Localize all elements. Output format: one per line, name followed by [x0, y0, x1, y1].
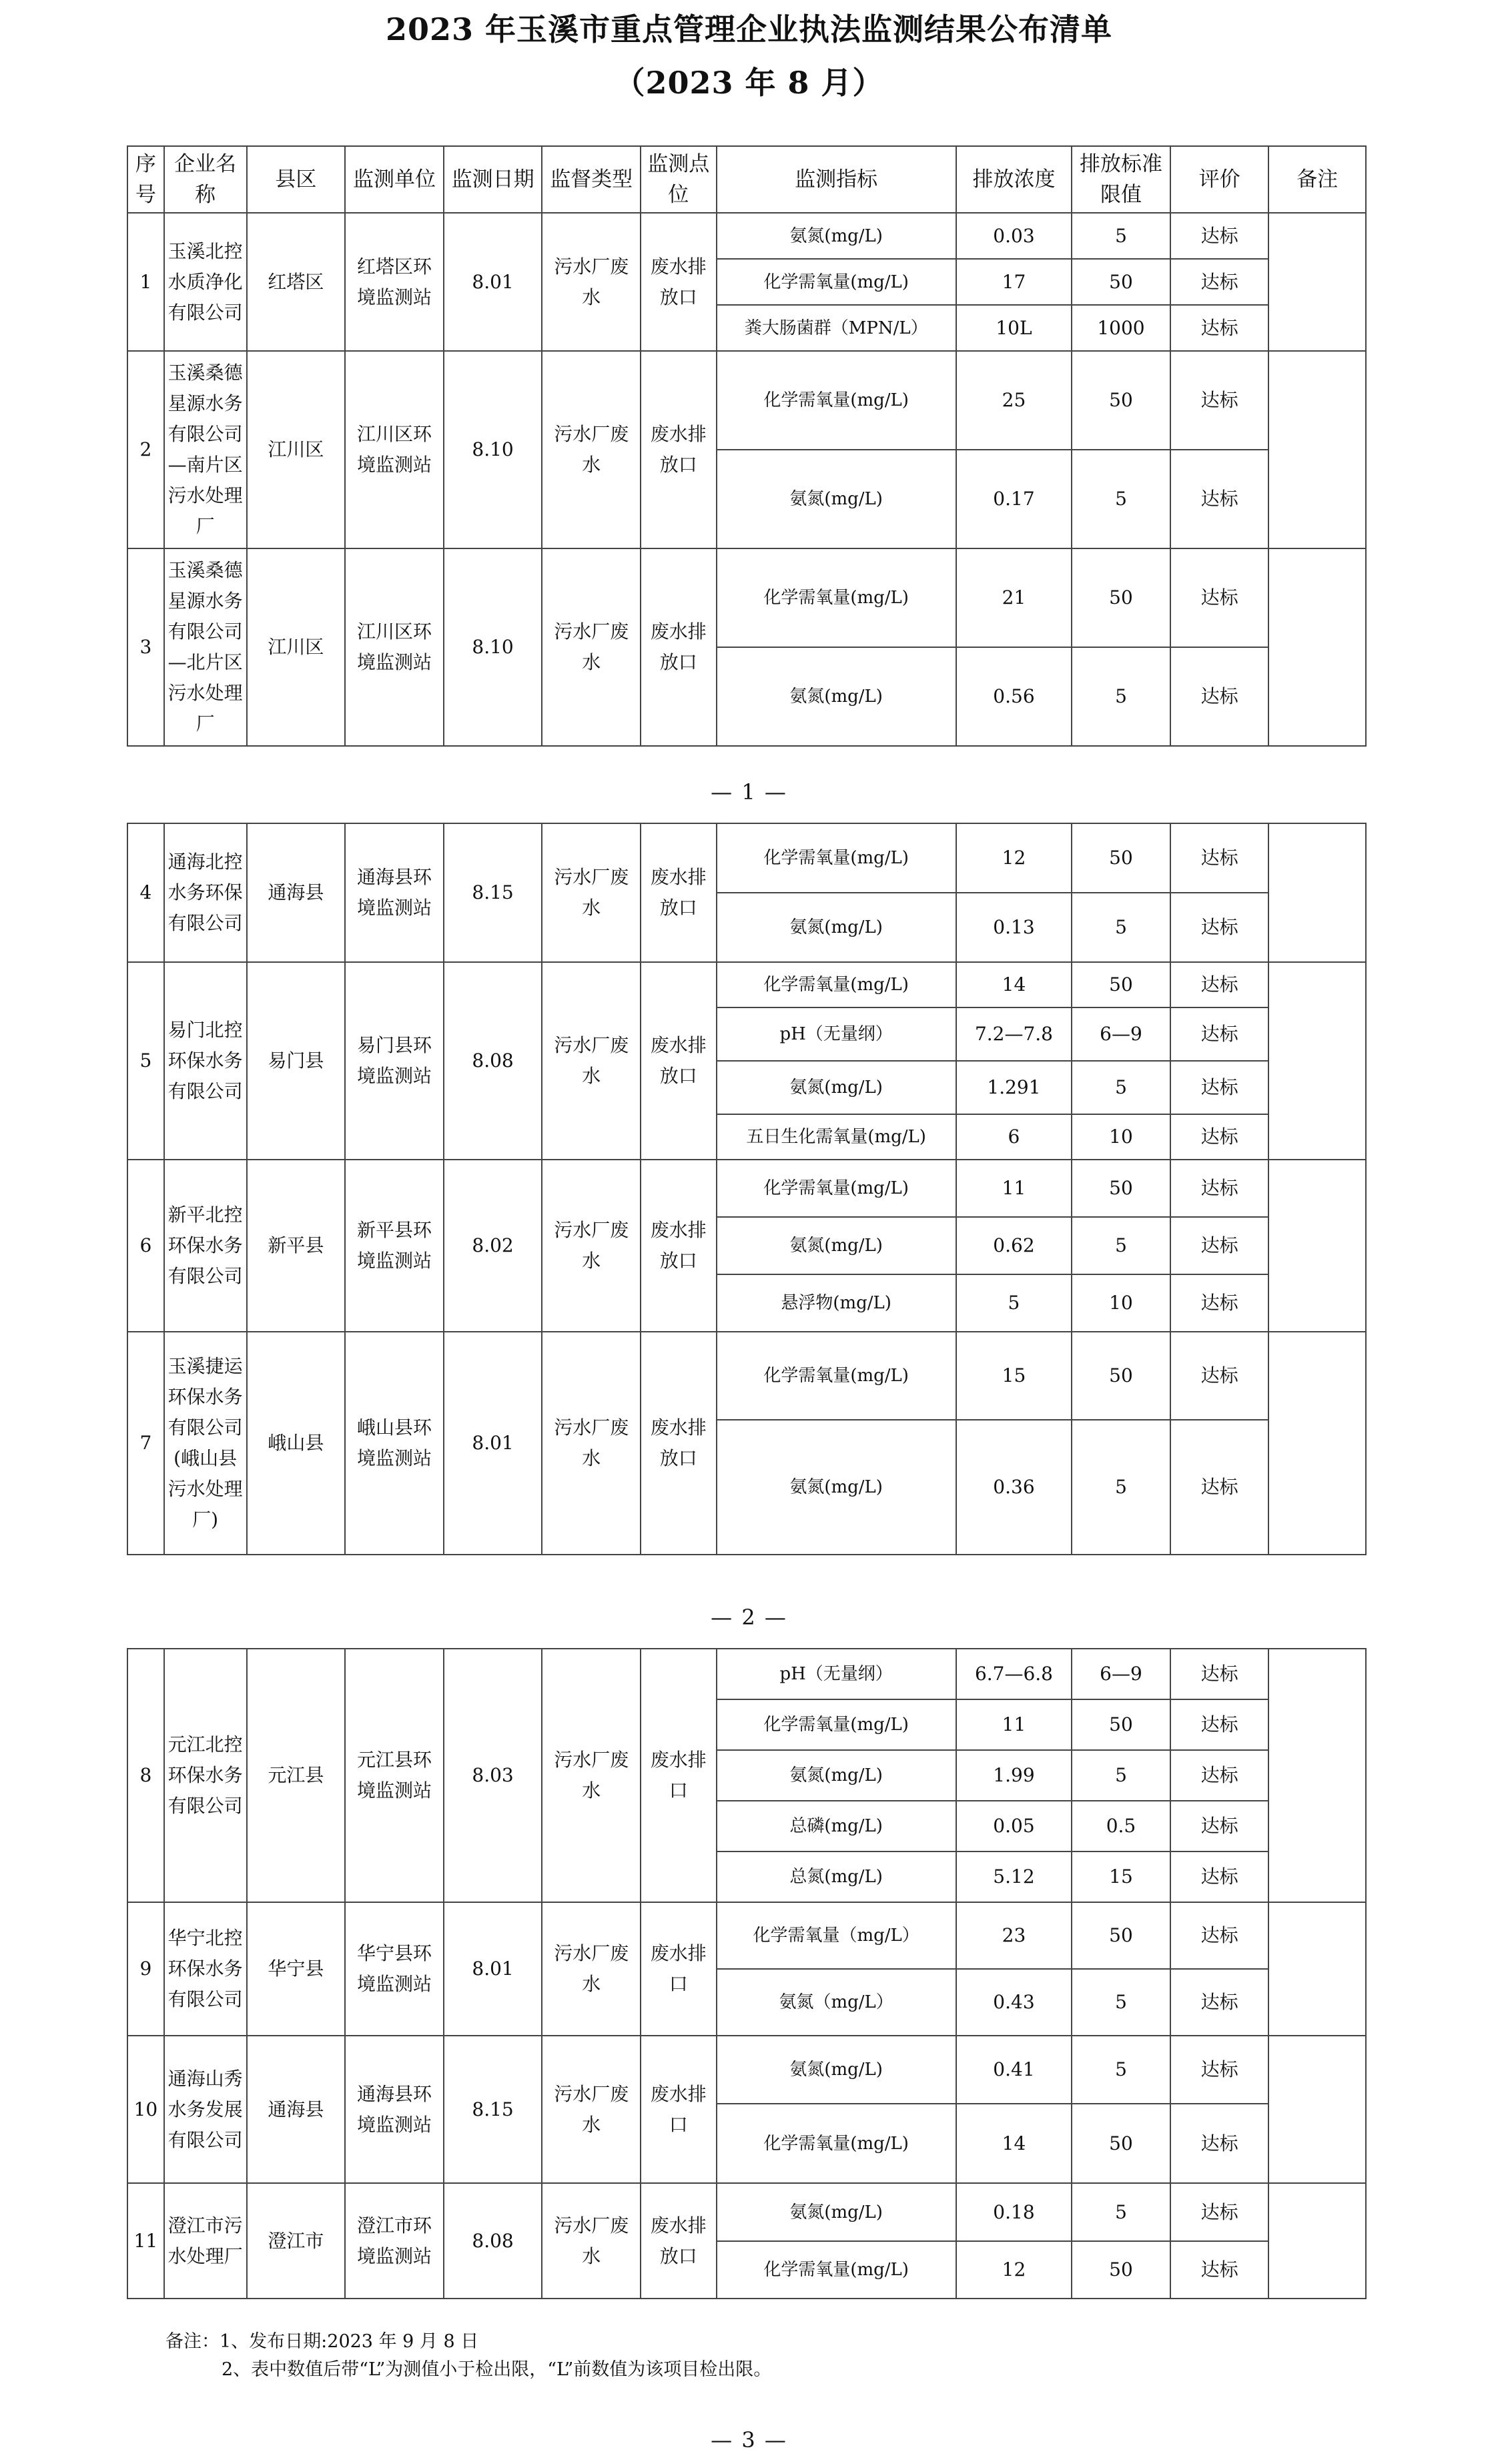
header-indicator: 监测指标 — [717, 146, 956, 213]
evaluation-cell: 达标 — [1170, 893, 1269, 962]
concentration-cell: 15 — [956, 1332, 1072, 1420]
table-row — [127, 2183, 1366, 2241]
limit-cell: 5 — [1072, 893, 1170, 962]
limit-cell: 50 — [1072, 548, 1170, 647]
evaluation-cell: 达标 — [1170, 1274, 1269, 1332]
evaluation-cell: 达标 — [1170, 823, 1269, 893]
date-cell: 8.02 — [444, 1160, 542, 1332]
unit-cell: 新平县环境监测站 — [345, 1160, 444, 1332]
indicator-cell: 化学需氧量（mg/L） — [717, 1902, 956, 1969]
limit-cell: 50 — [1072, 2104, 1170, 2183]
company-cell: 易门北控环保水务有限公司 — [164, 962, 247, 1160]
indicator-cell: 氨氮（mg/L） — [717, 1969, 956, 2036]
concentration-cell: 1.291 — [956, 1061, 1072, 1114]
evaluation-cell: 达标 — [1170, 548, 1269, 647]
concentration-cell: 25 — [956, 351, 1072, 450]
indicator-cell: 化学需氧量(mg/L) — [717, 1160, 956, 1217]
header-unit: 监测单位 — [345, 146, 444, 213]
limit-cell: 50 — [1072, 1699, 1170, 1750]
seq-cell: 8 — [127, 1649, 164, 1902]
concentration-cell: 23 — [956, 1902, 1072, 1969]
limit-cell: 5 — [1072, 2036, 1170, 2104]
seq-cell: 7 — [127, 1332, 164, 1555]
limit-cell: 50 — [1072, 1160, 1170, 1217]
seq-cell: 5 — [127, 962, 164, 1160]
unit-cell: 通海县环境监测站 — [345, 2036, 444, 2183]
indicator-cell: 氨氮(mg/L) — [717, 1217, 956, 1274]
remark-cell — [1268, 823, 1366, 962]
point-cell: 废水排口 — [641, 1902, 717, 2036]
table-row — [127, 213, 1366, 259]
seq-cell: 1 — [127, 213, 164, 351]
date-cell: 8.01 — [444, 1332, 542, 1555]
table-row — [127, 1649, 1366, 1699]
remark-cell — [1268, 1649, 1366, 1902]
header-district: 县区 — [247, 146, 346, 213]
limit-cell: 5 — [1072, 213, 1170, 259]
limit-cell: 5 — [1072, 2183, 1170, 2241]
header-seq: 序号 — [127, 146, 164, 213]
limit-cell: 5 — [1072, 1217, 1170, 1274]
page-subtitle: （2023 年 8 月） — [614, 65, 884, 101]
seq-cell: 2 — [127, 351, 164, 548]
limit-cell: 50 — [1072, 1332, 1170, 1420]
limit-cell: 50 — [1072, 962, 1170, 1007]
page-title: 2023 年玉溪市重点管理企业执法监测结果公布清单 — [385, 11, 1113, 47]
evaluation-cell: 达标 — [1170, 1061, 1269, 1114]
district-cell: 通海县 — [247, 823, 346, 962]
evaluation-cell: 达标 — [1170, 962, 1269, 1007]
evaluation-cell: 达标 — [1170, 351, 1269, 450]
indicator-cell: pH（无量纲） — [717, 1649, 956, 1699]
table-row — [127, 1160, 1366, 1217]
concentration-cell: 0.43 — [956, 1969, 1072, 2036]
company-cell: 玉溪北控水质净化有限公司 — [164, 213, 247, 351]
concentration-cell: 5 — [956, 1274, 1072, 1332]
indicator-cell: 化学需氧量(mg/L) — [717, 351, 956, 450]
type-cell: 污水厂废水 — [542, 823, 641, 962]
indicator-cell: 化学需氧量(mg/L) — [717, 1699, 956, 1750]
unit-cell: 通海县环境监测站 — [345, 823, 444, 962]
header-limit: 排放标准限值 — [1072, 146, 1170, 213]
point-cell: 废水排放口 — [641, 548, 717, 746]
concentration-cell: 0.17 — [956, 450, 1072, 548]
unit-cell: 红塔区环境监测站 — [345, 213, 444, 351]
concentration-cell: 11 — [956, 1699, 1072, 1750]
unit-cell: 峨山县环境监测站 — [345, 1332, 444, 1555]
date-cell: 8.15 — [444, 2036, 542, 2183]
remark-cell — [1268, 1332, 1366, 1555]
table-header-row — [127, 146, 1366, 213]
seq-cell: 3 — [127, 548, 164, 746]
district-cell: 澄江市 — [247, 2183, 346, 2299]
evaluation-cell: 达标 — [1170, 1750, 1269, 1801]
indicator-cell: 化学需氧量(mg/L) — [717, 2241, 956, 2299]
concentration-cell: 0.03 — [956, 213, 1072, 259]
evaluation-cell: 达标 — [1170, 2183, 1269, 2241]
concentration-cell: 5.12 — [956, 1852, 1072, 1902]
district-cell: 华宁县 — [247, 1902, 346, 2036]
point-cell: 废水排放口 — [641, 823, 717, 962]
header-type: 监督类型 — [542, 146, 641, 213]
remark-cell — [1268, 548, 1366, 746]
seq-cell: 9 — [127, 1902, 164, 2036]
company-cell: 玉溪桑德星源水务有限公司—北片区污水处理厂 — [164, 548, 247, 746]
limit-cell: 50 — [1072, 259, 1170, 305]
indicator-cell: 化学需氧量(mg/L) — [717, 2104, 956, 2183]
district-cell: 峨山县 — [247, 1332, 346, 1555]
limit-cell: 5 — [1072, 1061, 1170, 1114]
footnote-1: 备注：1、发布日期:2023 年 9 月 8 日 — [165, 2331, 479, 2352]
type-cell: 污水厂废水 — [542, 1649, 641, 1902]
point-cell: 废水排放口 — [641, 2183, 717, 2299]
table-row — [127, 2036, 1366, 2104]
company-cell: 玉溪桑德星源水务有限公司—南片区污水处理厂 — [164, 351, 247, 548]
district-cell: 易门县 — [247, 962, 346, 1160]
concentration-cell: 12 — [956, 2241, 1072, 2299]
indicator-cell: 化学需氧量(mg/L) — [717, 962, 956, 1007]
limit-cell: 5 — [1072, 450, 1170, 548]
unit-cell: 易门县环境监测站 — [345, 962, 444, 1160]
evaluation-cell: 达标 — [1170, 450, 1269, 548]
company-cell: 元江北控环保水务有限公司 — [164, 1649, 247, 1902]
indicator-cell: 氨氮(mg/L) — [717, 1061, 956, 1114]
point-cell: 废水排放口 — [641, 351, 717, 548]
indicator-cell: 氨氮(mg/L) — [717, 450, 956, 548]
limit-cell: 50 — [1072, 1902, 1170, 1969]
limit-cell: 10 — [1072, 1114, 1170, 1160]
remark-cell — [1268, 213, 1366, 351]
type-cell: 污水厂废水 — [542, 2036, 641, 2183]
header-date: 监测日期 — [444, 146, 542, 213]
unit-cell: 澄江市环境监测站 — [345, 2183, 444, 2299]
concentration-cell: 0.05 — [956, 1801, 1072, 1852]
concentration-cell: 0.13 — [956, 893, 1072, 962]
date-cell: 8.01 — [444, 213, 542, 351]
indicator-cell: 氨氮(mg/L) — [717, 1420, 956, 1555]
concentration-cell: 11 — [956, 1160, 1072, 1217]
remark-cell — [1268, 1902, 1366, 2036]
date-cell: 8.08 — [444, 962, 542, 1160]
indicator-cell: 化学需氧量(mg/L) — [717, 259, 956, 305]
district-cell: 通海县 — [247, 2036, 346, 2183]
point-cell: 废水排放口 — [641, 1160, 717, 1332]
evaluation-cell: 达标 — [1170, 1969, 1269, 2036]
concentration-cell: 12 — [956, 823, 1072, 893]
table-row — [127, 1332, 1366, 1420]
district-cell: 新平县 — [247, 1160, 346, 1332]
results-table-part-3 — [127, 1648, 1367, 2299]
evaluation-cell: 达标 — [1170, 1420, 1269, 1555]
seq-cell: 4 — [127, 823, 164, 962]
remark-cell — [1268, 2036, 1366, 2183]
evaluation-cell: 达标 — [1170, 1114, 1269, 1160]
limit-cell: 1000 — [1072, 305, 1170, 351]
district-cell: 江川区 — [247, 351, 346, 548]
table-row — [127, 351, 1366, 450]
limit-cell: 6—9 — [1072, 1649, 1170, 1699]
page-number: — 1 — — [711, 779, 787, 805]
type-cell: 污水厂废水 — [542, 213, 641, 351]
indicator-cell: 化学需氧量(mg/L) — [717, 823, 956, 893]
date-cell: 8.01 — [444, 1902, 542, 2036]
indicator-cell: 粪大肠菌群（MPN/L） — [717, 305, 956, 351]
unit-cell: 华宁县环境监测站 — [345, 1902, 444, 2036]
concentration-cell: 0.56 — [956, 647, 1072, 746]
concentration-cell: 6 — [956, 1114, 1072, 1160]
limit-cell: 10 — [1072, 1274, 1170, 1332]
indicator-cell: 氨氮(mg/L) — [717, 2036, 956, 2104]
point-cell: 废水排放口 — [641, 213, 717, 351]
district-cell: 元江县 — [247, 1649, 346, 1902]
concentration-cell: 14 — [956, 962, 1072, 1007]
page-number: — 3 — — [711, 2427, 787, 2453]
unit-cell: 江川区环境监测站 — [345, 351, 444, 548]
date-cell: 8.15 — [444, 823, 542, 962]
evaluation-cell: 达标 — [1170, 305, 1269, 351]
header-conc: 排放浓度 — [956, 146, 1072, 213]
unit-cell: 江川区环境监测站 — [345, 548, 444, 746]
point-cell: 废水排口 — [641, 1649, 717, 1902]
limit-cell: 50 — [1072, 2241, 1170, 2299]
company-cell: 玉溪捷运环保水务有限公司(峨山县污水处理厂) — [164, 1332, 247, 1555]
evaluation-cell: 达标 — [1170, 2104, 1269, 2183]
limit-cell: 50 — [1072, 823, 1170, 893]
date-cell: 8.10 — [444, 548, 542, 746]
concentration-cell: 10L — [956, 305, 1072, 351]
type-cell: 污水厂废水 — [542, 1160, 641, 1332]
limit-cell: 0.5 — [1072, 1801, 1170, 1852]
indicator-cell: 总氮(mg/L) — [717, 1852, 956, 1902]
date-cell: 8.10 — [444, 351, 542, 548]
type-cell: 污水厂废水 — [542, 548, 641, 746]
limit-cell: 5 — [1072, 1750, 1170, 1801]
remark-cell — [1268, 351, 1366, 548]
type-cell: 污水厂废水 — [542, 962, 641, 1160]
company-cell: 澄江市污水处理厂 — [164, 2183, 247, 2299]
seq-cell: 10 — [127, 2036, 164, 2183]
results-table-part-1 — [127, 145, 1367, 747]
indicator-cell: 氨氮(mg/L) — [717, 893, 956, 962]
table-row — [127, 962, 1366, 1007]
district-cell: 红塔区 — [247, 213, 346, 351]
evaluation-cell: 达标 — [1170, 1332, 1269, 1420]
results-table-part-2 — [127, 823, 1367, 1555]
evaluation-cell: 达标 — [1170, 1801, 1269, 1852]
limit-cell: 6—9 — [1072, 1007, 1170, 1061]
header-remark: 备注 — [1268, 146, 1366, 213]
remark-cell — [1268, 1160, 1366, 1332]
concentration-cell: 17 — [956, 259, 1072, 305]
district-cell: 江川区 — [247, 548, 346, 746]
evaluation-cell: 达标 — [1170, 1699, 1269, 1750]
indicator-cell: 氨氮(mg/L) — [717, 213, 956, 259]
concentration-cell: 0.36 — [956, 1420, 1072, 1555]
header-company: 企业名称 — [164, 146, 247, 213]
type-cell: 污水厂废水 — [542, 1902, 641, 2036]
concentration-cell: 7.2—7.8 — [956, 1007, 1072, 1061]
type-cell: 污水厂废水 — [542, 351, 641, 548]
evaluation-cell: 达标 — [1170, 1217, 1269, 1274]
evaluation-cell: 达标 — [1170, 2241, 1269, 2299]
company-cell: 通海山秀水务发展有限公司 — [164, 2036, 247, 2183]
point-cell: 废水排口 — [641, 2036, 717, 2183]
unit-cell: 元江县环境监测站 — [345, 1649, 444, 1902]
indicator-cell: 氨氮(mg/L) — [717, 647, 956, 746]
company-cell: 通海北控水务环保有限公司 — [164, 823, 247, 962]
table-row — [127, 823, 1366, 893]
concentration-cell: 21 — [956, 548, 1072, 647]
evaluation-cell: 达标 — [1170, 2036, 1269, 2104]
indicator-cell: 总磷(mg/L) — [717, 1801, 956, 1852]
indicator-cell: 悬浮物(mg/L) — [717, 1274, 956, 1332]
limit-cell: 5 — [1072, 1969, 1170, 2036]
indicator-cell: 氨氮(mg/L) — [717, 1750, 956, 1801]
header-eval: 评价 — [1170, 146, 1269, 213]
seq-cell: 11 — [127, 2183, 164, 2299]
evaluation-cell: 达标 — [1170, 647, 1269, 746]
evaluation-cell: 达标 — [1170, 1852, 1269, 1902]
indicator-cell: 氨氮(mg/L) — [717, 2183, 956, 2241]
page-number: — 2 — — [711, 1605, 787, 1630]
indicator-cell: pH（无量纲） — [717, 1007, 956, 1061]
concentration-cell: 1.99 — [956, 1750, 1072, 1801]
limit-cell: 50 — [1072, 351, 1170, 450]
seq-cell: 6 — [127, 1160, 164, 1332]
concentration-cell: 6.7—6.8 — [956, 1649, 1072, 1699]
concentration-cell: 0.41 — [956, 2036, 1072, 2104]
evaluation-cell: 达标 — [1170, 1160, 1269, 1217]
concentration-cell: 0.62 — [956, 1217, 1072, 1274]
indicator-cell: 化学需氧量(mg/L) — [717, 548, 956, 647]
date-cell: 8.08 — [444, 2183, 542, 2299]
company-cell: 新平北控环保水务有限公司 — [164, 1160, 247, 1332]
concentration-cell: 0.18 — [956, 2183, 1072, 2241]
evaluation-cell: 达标 — [1170, 1649, 1269, 1699]
point-cell: 废水排放口 — [641, 962, 717, 1160]
indicator-cell: 化学需氧量(mg/L) — [717, 1332, 956, 1420]
remark-cell — [1268, 962, 1366, 1160]
table-row — [127, 548, 1366, 647]
limit-cell: 5 — [1072, 1420, 1170, 1555]
evaluation-cell: 达标 — [1170, 1902, 1269, 1969]
indicator-cell: 五日生化需氧量(mg/L) — [717, 1114, 956, 1160]
type-cell: 污水厂废水 — [542, 1332, 641, 1555]
table-row — [127, 1902, 1366, 1969]
limit-cell: 5 — [1072, 647, 1170, 746]
limit-cell: 15 — [1072, 1852, 1170, 1902]
header-point: 监测点位 — [641, 146, 717, 213]
footnote-2: 2、表中数值后带“L”为测值小于检出限，“L”前数值为该项目检出限。 — [222, 2359, 772, 2380]
date-cell: 8.03 — [444, 1649, 542, 1902]
type-cell: 污水厂废水 — [542, 2183, 641, 2299]
remark-cell — [1268, 2183, 1366, 2299]
evaluation-cell: 达标 — [1170, 1007, 1269, 1061]
concentration-cell: 14 — [956, 2104, 1072, 2183]
point-cell: 废水排放口 — [641, 1332, 717, 1555]
company-cell: 华宁北控环保水务有限公司 — [164, 1902, 247, 2036]
evaluation-cell: 达标 — [1170, 259, 1269, 305]
evaluation-cell: 达标 — [1170, 213, 1269, 259]
